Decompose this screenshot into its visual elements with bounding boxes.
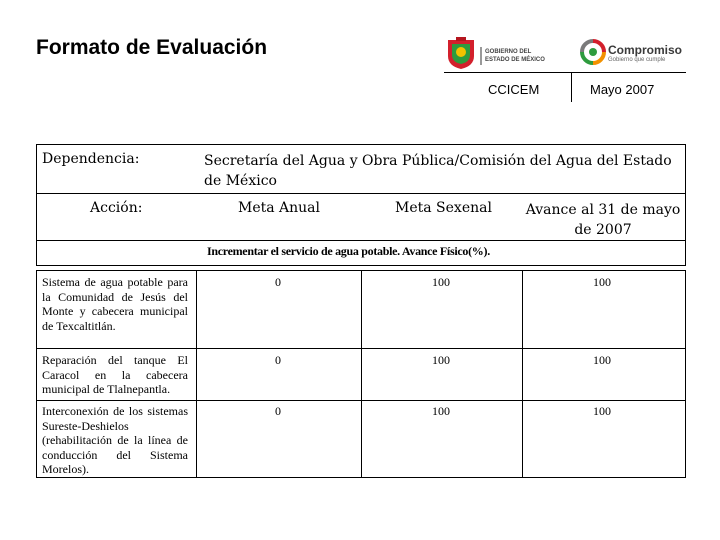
- coat-of-arms-icon: [444, 36, 478, 70]
- row-meta-anual: 0: [275, 275, 281, 289]
- gov-logo-line-1: GOBIERNO DEL: [485, 49, 532, 55]
- col-meta-sexenal: Meta Sexenal: [395, 200, 492, 216]
- compromiso-logo: [580, 38, 686, 68]
- accion-label: Acción:: [90, 200, 143, 216]
- page-title: Formato de Evaluación: [36, 36, 268, 59]
- gov-logo-line-2: ESTADO DE MÉXICO: [485, 57, 545, 63]
- row-meta-anual: 0: [275, 404, 281, 418]
- compromiso-swirl-icon: [580, 39, 606, 65]
- col-divider: [196, 270, 197, 478]
- row-accion: Reparación del tanque El Caracol en la cabecera municipal de Tlalnepantla.: [42, 353, 188, 396]
- date-label: Mayo 2007: [590, 82, 655, 97]
- row-avance: 100: [593, 275, 611, 289]
- row-meta-sexenal: 100: [432, 404, 450, 418]
- row-avance: 100: [593, 353, 611, 367]
- col-avance: Avance al 31 de mayo de 2007: [525, 202, 681, 238]
- row-accion: Sistema de agua potable para la Comunidad de Jesús del Monte y cabecera municipal de Texcaltitlán.: [42, 275, 188, 333]
- col-divider: [522, 270, 523, 478]
- col-meta-anual: Meta Anual: [238, 200, 321, 216]
- compromiso-name: Compromiso: [608, 43, 683, 57]
- compromiso-slogan: Gobierno que cumple: [608, 57, 666, 63]
- dependencia-label: Dependencia:: [42, 151, 140, 167]
- objective-text: Incrementar el servicio de agua potable. Avance Físico(%).: [207, 244, 490, 258]
- row-divider: [36, 348, 686, 349]
- divider: [36, 240, 686, 241]
- row-divider: [36, 400, 686, 401]
- row-avance: 100: [593, 404, 611, 418]
- gobierno-estado-mexico-logo: [444, 36, 559, 70]
- divider: [36, 193, 686, 194]
- row-accion: Interconexión de los sistemas Sureste-Deshielos (rehabilitación de la línea de conducción del Sistema Morelos).: [42, 404, 188, 476]
- header-vertical-divider: [571, 72, 572, 102]
- dependencia-value: Secretaría del Agua y Obra Pública/Comisión del Agua del Estado de México: [204, 153, 672, 189]
- row-meta-sexenal: 100: [432, 353, 450, 367]
- col-divider: [361, 270, 362, 478]
- cc-label: CCICEM: [488, 82, 540, 97]
- header-divider: [444, 72, 686, 73]
- row-meta-sexenal: 100: [432, 275, 450, 289]
- row-meta-anual: 0: [275, 353, 281, 367]
